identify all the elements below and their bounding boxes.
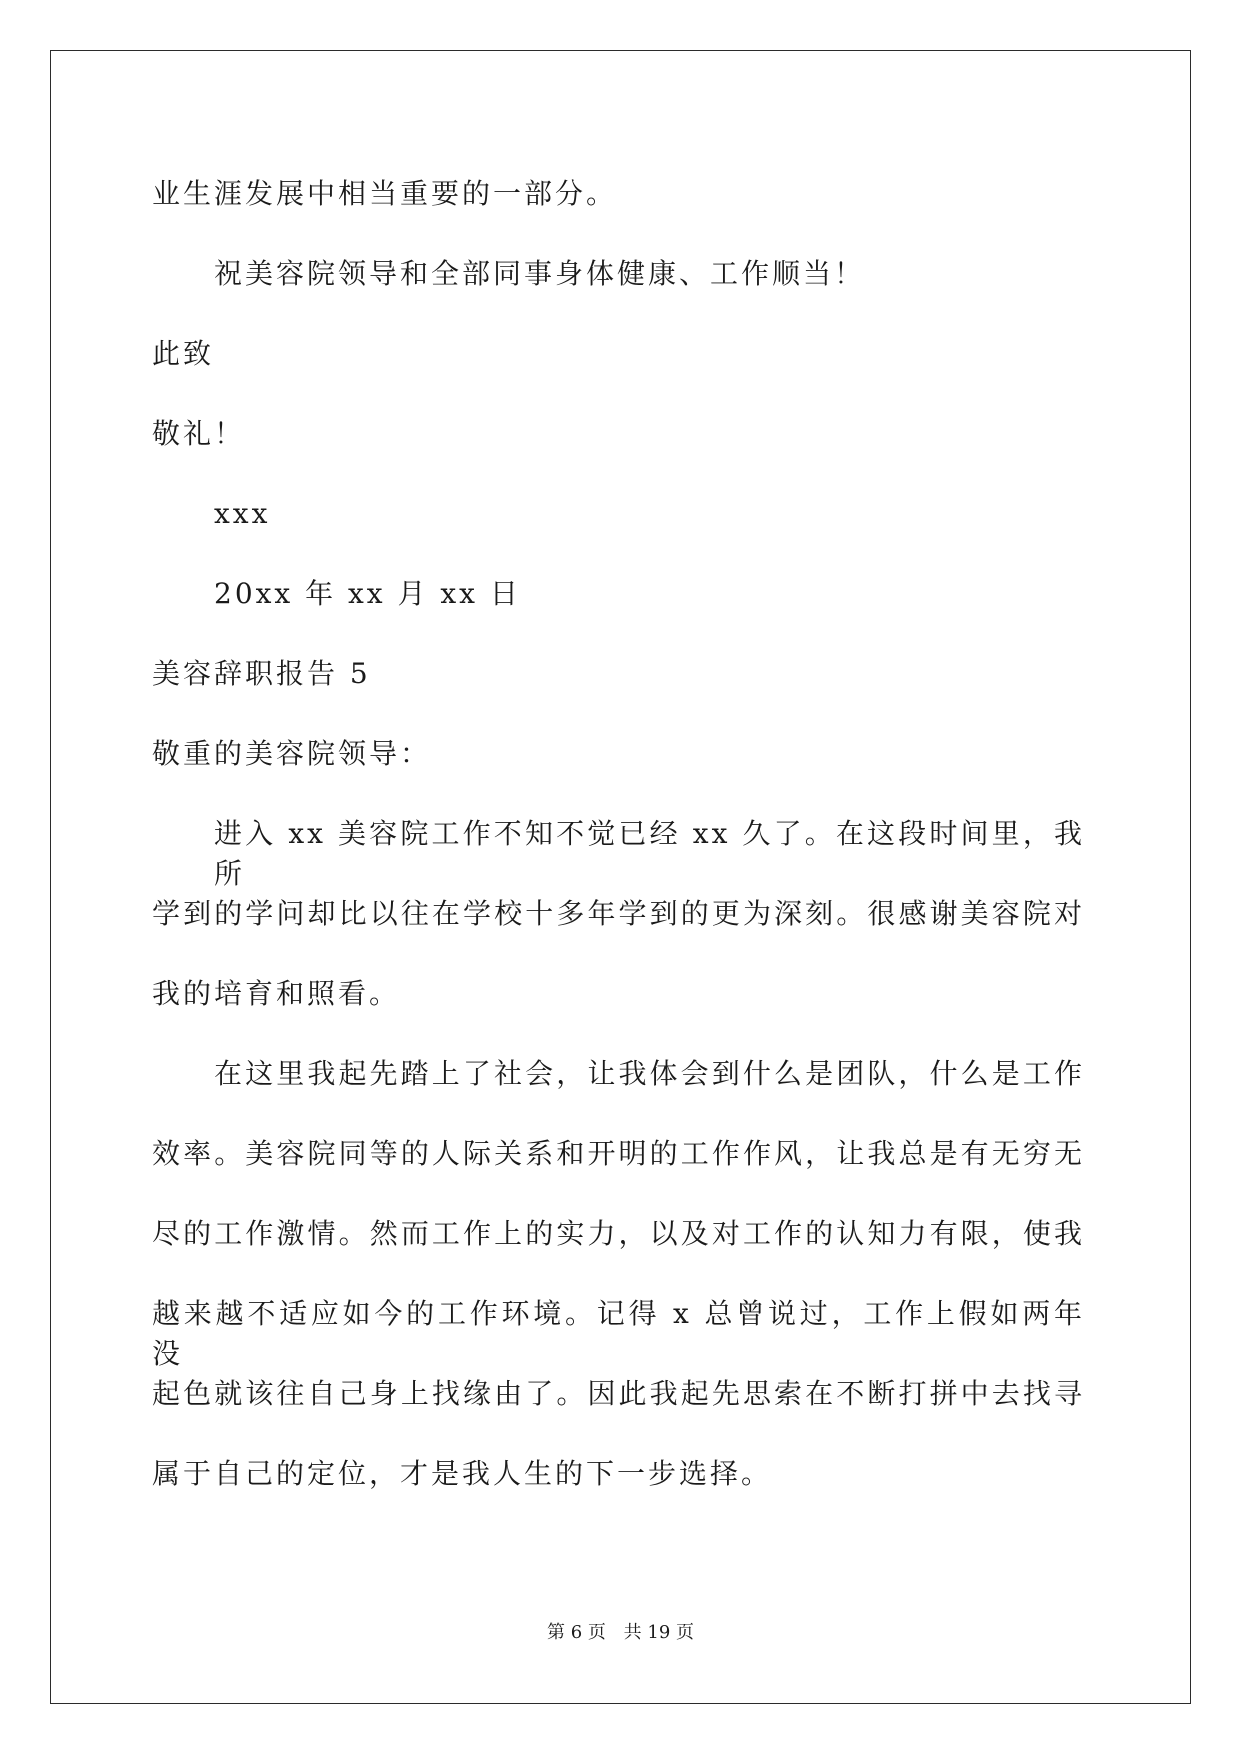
salutation-jingli: 敬礼！ [152,417,246,450]
section-heading: 美容辞职报告 5 [152,657,371,690]
signature-date: 20xx 年 xx 月 xx 日 [214,577,521,610]
paragraph-line: 起色就该往自己身上找缘由了。因此我起先思索在不断打拼中去找寻 [152,1377,1085,1410]
paragraph-line: 我的培育和照看。 [152,977,401,1010]
page-footer [0,1621,1241,1645]
paragraph-line: 进入 xx 美容院工作不知不觉已经 xx 久了。在这段时间里，我所 [214,817,1085,890]
paragraph-line: 效率。美容院同等的人际关系和开明的工作作风，让我总是有无穷无 [152,1137,1085,1170]
paragraph-line: 业生涯发展中相当重要的一部分。 [152,177,618,210]
salutation-cizhi: 此致 [152,337,215,370]
signature-name: xxx [214,497,271,530]
page-total: 共 19 页 [623,1622,694,1643]
closing-wish: 祝美容院领导和全部同事身体健康、工作顺当！ [214,257,866,290]
paragraph-line: 属于自己的定位，才是我人生的下一步选择。 [152,1457,773,1490]
paragraph-line: 越来越不适应如今的工作环境。记得 x 总曾说过，工作上假如两年没 [152,1297,1085,1370]
letter-greeting: 敬重的美容院领导： [152,737,432,770]
paragraph-line: 尽的工作激情。然而工作上的实力，以及对工作的认知力有限，使我 [152,1217,1085,1250]
page-number: 第 6 页 [547,1622,606,1643]
paragraph-line: 在这里我起先踏上了社会，让我体会到什么是团队，什么是工作 [214,1057,1085,1090]
paragraph-line: 学到的学问却比以往在学校十多年学到的更为深刻。很感谢美容院对 [152,897,1085,930]
